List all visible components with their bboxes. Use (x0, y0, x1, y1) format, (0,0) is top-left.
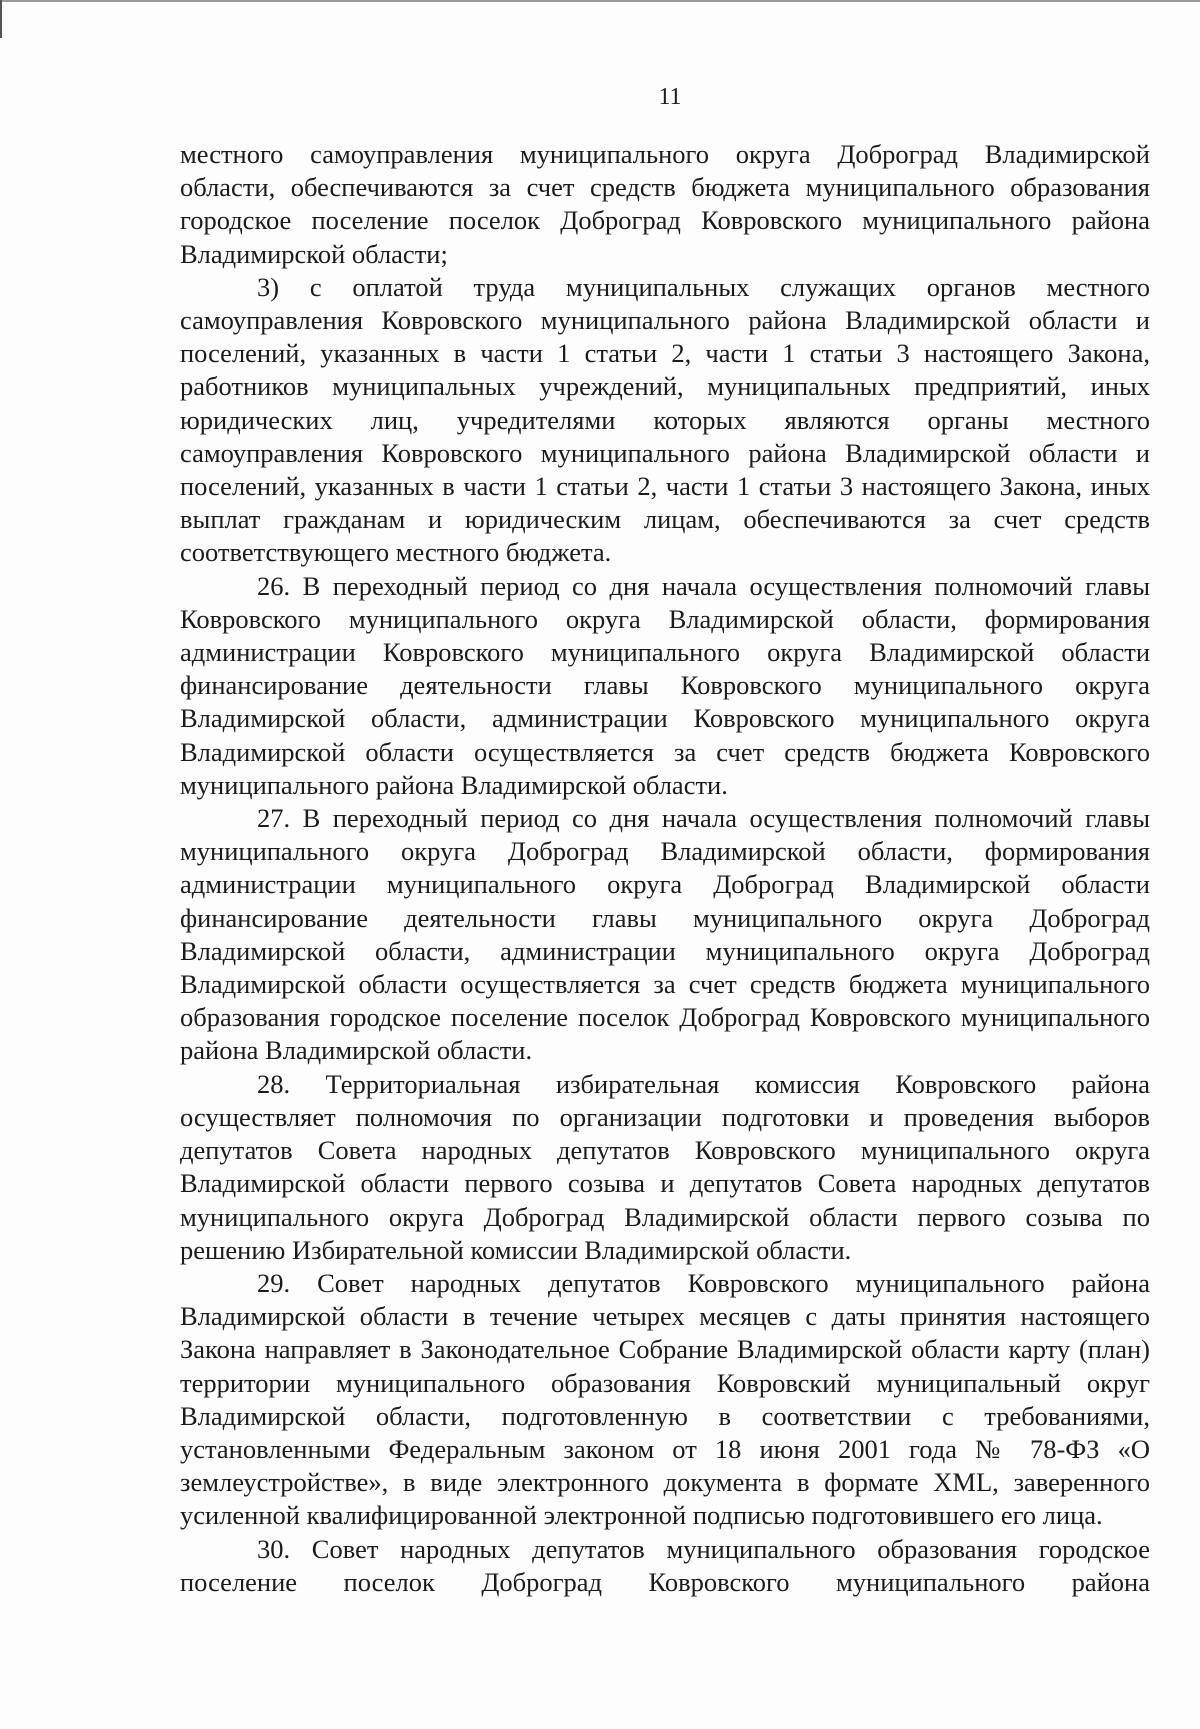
left-edge-mark (0, 0, 2, 38)
paragraph-28: 28. Территориальная избирательная комиссия Ковровского района осуществляет полномочия по организации подготовки и проведения выборов депутатов Совета народных депутатов Ковровского муниципального округа Владимирской области первого созыва и депутатов Совета народных депутатов муниципального округа Доброград Владимирской области первого созыва по решению Избирательной комиссии Владимирской области. (180, 1068, 1150, 1265)
page-number: 11 (658, 84, 682, 110)
paragraph-item-3: 3) с оплатой труда муниципальных служащих органов местного самоуправления Ковровского муниципального района Владимирской области и поселений, указанных в части 1 статьи 2, части 1 статьи 3 настоящего Закона, работников муниципальных учреждений, муниципальных предприятий, иных юридических лиц, учредителями которых являются органы местного самоуправления Ковровского муниципального района Владимирской области и поселений, указанных в части 1 статьи 2, части 1 статьи 3 настоящего Закона, иных выплат гражданам и юридическим лицам, обеспечиваются за счет средств соответствующего местного бюджета. (180, 271, 1150, 568)
top-edge-rule (0, 0, 1200, 2)
paragraph-30: 30. Совет народных депутатов муниципального образования городское поселение поселок Доброград Ковровского муниципального района (180, 1533, 1150, 1597)
paragraph-27: 27. В переходный период со дня начала осуществления полномочий главы муниципального округа Доброград Владимирской области, формирования администрации муниципального округа Доброград Владимирской области финансирование деятельности главы муниципального округа Доброград Владимирской области, администрации муниципального округа Доброград Владимирской области осуществляется за счет средств бюджета муниципального образования городское поселение поселок Доброград Ковровского муниципального района Владимирской области. (180, 803, 1150, 1066)
document-body (180, 138, 1150, 1599)
paragraph-26: 26. В переходный период со дня начала осуществления полномочий главы Ковровского муниципального округа Владимирской области, формирования администрации Ковровского муниципального округа Владимирской области финансирование деятельности главы Ковровского муниципального округа Владимирской области, администрации Ковровского муниципального округа Владимирской области осуществляется за счет средств бюджета Ковровского муниципального района Владимирской области. (180, 570, 1150, 800)
paragraph-29: 29. Совет народных депутатов Ковровского муниципального района Владимирской области в течение четырех месяцев с даты принятия настоящего Закона направляет в Законодательное Собрание Владимирской области карту (план) территории муниципального образования Ковровский муниципальный округ Владимирской области, подготовленную в соответствии с требованиями, установленными Федеральным законом от 18 июня 2001 года № 78-ФЗ «О землеустройстве», в виде электронного документа в формате XML, заверенного усиленной квалифицированной электронной подписью подготовившего его лица. (180, 1267, 1150, 1531)
paragraph-continuation: местного самоуправления муниципального округа Доброград Владимирской области, обеспечиваются за счет средств бюджета муниципального образования городское поселение поселок Доброград Ковровского муниципального района Владимирской области; (180, 139, 1150, 269)
